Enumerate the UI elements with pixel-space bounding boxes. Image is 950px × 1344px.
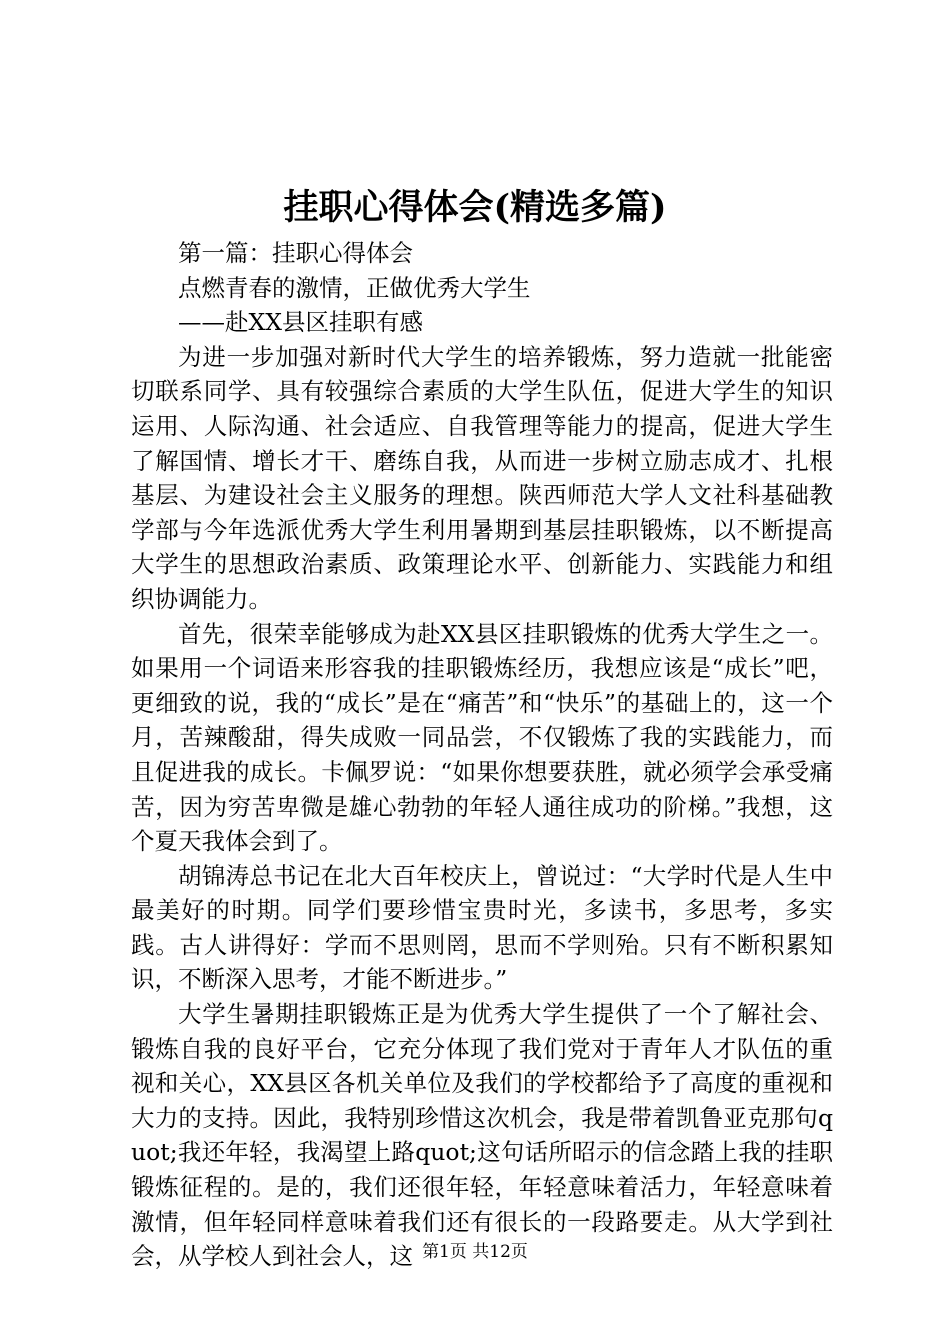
subhead-chapter: 第一篇：挂职心得体会: [178, 239, 413, 267]
paragraph: 大学生暑期挂职锻炼正是为优秀大学生提供了一个了解社会、锻炼自我的良好平台，它充分体现了我们党对于青年人才队伍的重视和关心，XX县区各机关单位及我们的学校都给予了高度的重视和大力的支持。因此，我特别珍惜这次机会，我是带着凯鲁亚克那句quot;我还年轻，我渴望上路quot;这句话所昭示的信念踏上我的挂职锻炼征程的。是的，我们还很年轻，年轻意味着活力，年轻意味着激情，但年轻同样意味着我们还有很长的一段路要走。从大学到社会，从学校人到社会人，这: [131, 1000, 833, 1271]
document-title: 挂职心得体会(精选多篇): [283, 187, 667, 228]
paragraph: 首先，很荣幸能够成为赴XX县区挂职锻炼的优秀大学生之一。如果用一个词语来形容我的挂职锻炼经历，我想应该是“成长”吧，更细致的说，我的“成长”是在“痛苦”和“快乐”的基础上的，这一个月，苦辣酸甜，得失成败一同品尝，不仅锻炼了我的实践能力，而且促进我的成长。卡佩罗说：“如果你想要获胜，就必须学会承受痛苦，因为穷苦卑微是雄心勃勃的年轻人通往成功的阶梯。”我想，这个夏天我体会到了。: [131, 619, 833, 856]
document-body: [131, 236, 833, 1274]
subhead-byline: ——赴XX县区挂职有感: [178, 308, 423, 337]
subhead-title: 点燃青春的激情，正做优秀大学生: [178, 273, 531, 302]
paragraph: 为进一步加强对新时代大学生的培养锻炼，努力造就一批能密切联系同学、具有较强综合素质的大学生队伍，促进大学生的知识运用、人际沟通、社会适应、自我管理等能力的提高，促进大学生了解国情、增长才干、磨练自我，从而进一步树立励志成才、扎根基层、为建设社会主义服务的理想。陕西师范大学人文社科基础教学部与今年选派优秀大学生利用暑期到基层挂职锻炼，以不断提高大学生的思想政治素质、政策理论水平、创新能力、实践能力和组织协调能力。: [131, 342, 833, 613]
page-number-footer: 第1页 共12页: [422, 1242, 528, 1262]
paragraph: 胡锦涛总书记在北大百年校庆上，曾说过：“大学时代是人生中最美好的时期。同学们要珍惜宝贵时光，多读书，多思考，多实践。古人讲得好：学而不思则罔，思而不学则殆。只有不断积累知识，不断深入思考，才能不断进步。”: [131, 861, 833, 994]
